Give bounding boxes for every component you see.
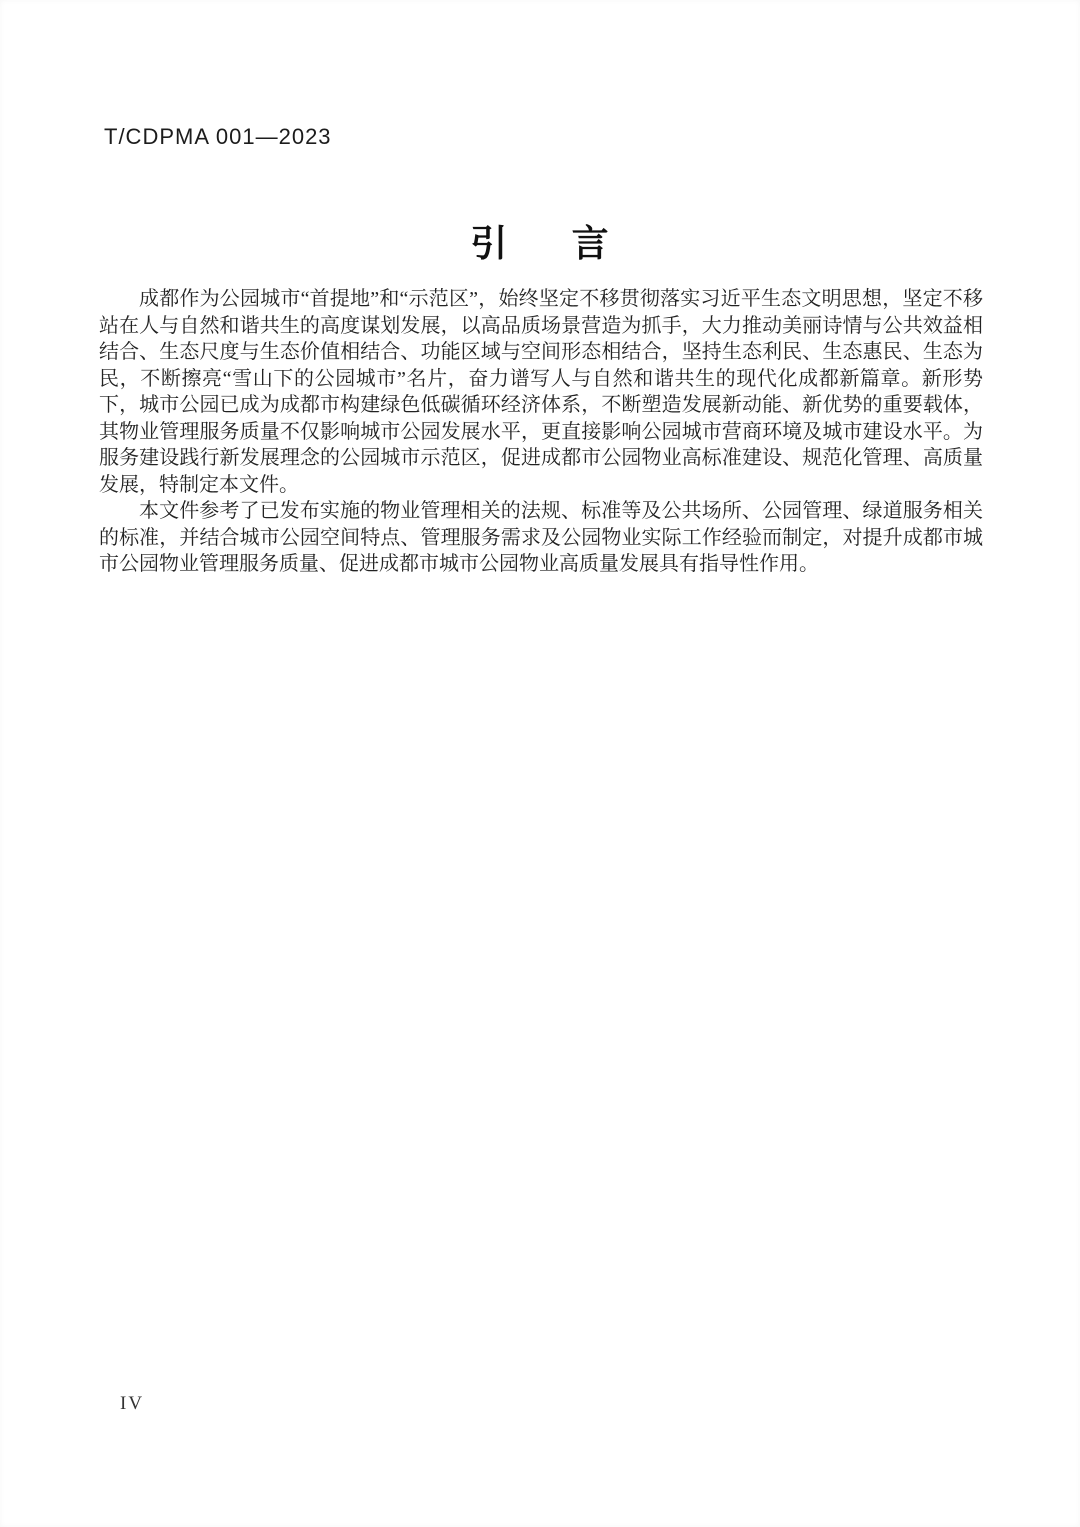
paragraph-2: 本文件参考了已发布实施的物业管理相关的法规、标准等及公共场所、公园管理、绿道服务相关的标准，并结合城市公园空间特点、管理服务需求及公园物业实际工作经验而制定，对提升成都市城市公园物业管理服务质量、促进成都市城市公园物业高质量发展具有指导性作用。 (99, 500, 983, 575)
paragraph-1: 成都作为公园城市“首提地”和“示范区”，始终坚定不移贯彻落实习近平生态文明思想，坚定不移站在人与自然和谐共生的高度谋划发展，以高品质场景营造为抓手，大力推动美丽诗情与公共效益相结合、生态尺度与生态价值相结合、功能区域与空间形态相结合，坚持生态利民、生态惠民、生态为民，不断擦亮“雪山下的公园城市”名片，奋力谱写人与自然和谐共生的现代化成都新篇章。新形势下，城市公园已成为成都市构建绿色低碳循环经济体系，不断塑造发展新动能、新优势的重要载体，其物业管理服务质量不仅影响城市公园发展水平，更直接影响公园城市营商环境及城市建设水平。为服务建设践行新发展理念的公园城市示范区，促进成都市公园物业高标准建设、规范化管理、高质量发展，特制定本文件。 (99, 288, 983, 496)
page-number: IV (120, 1393, 145, 1414)
standard-code: T/CDPMA 001—2023 (104, 124, 332, 149)
body-text (99, 286, 983, 578)
page-title: 引 言 (470, 223, 610, 264)
